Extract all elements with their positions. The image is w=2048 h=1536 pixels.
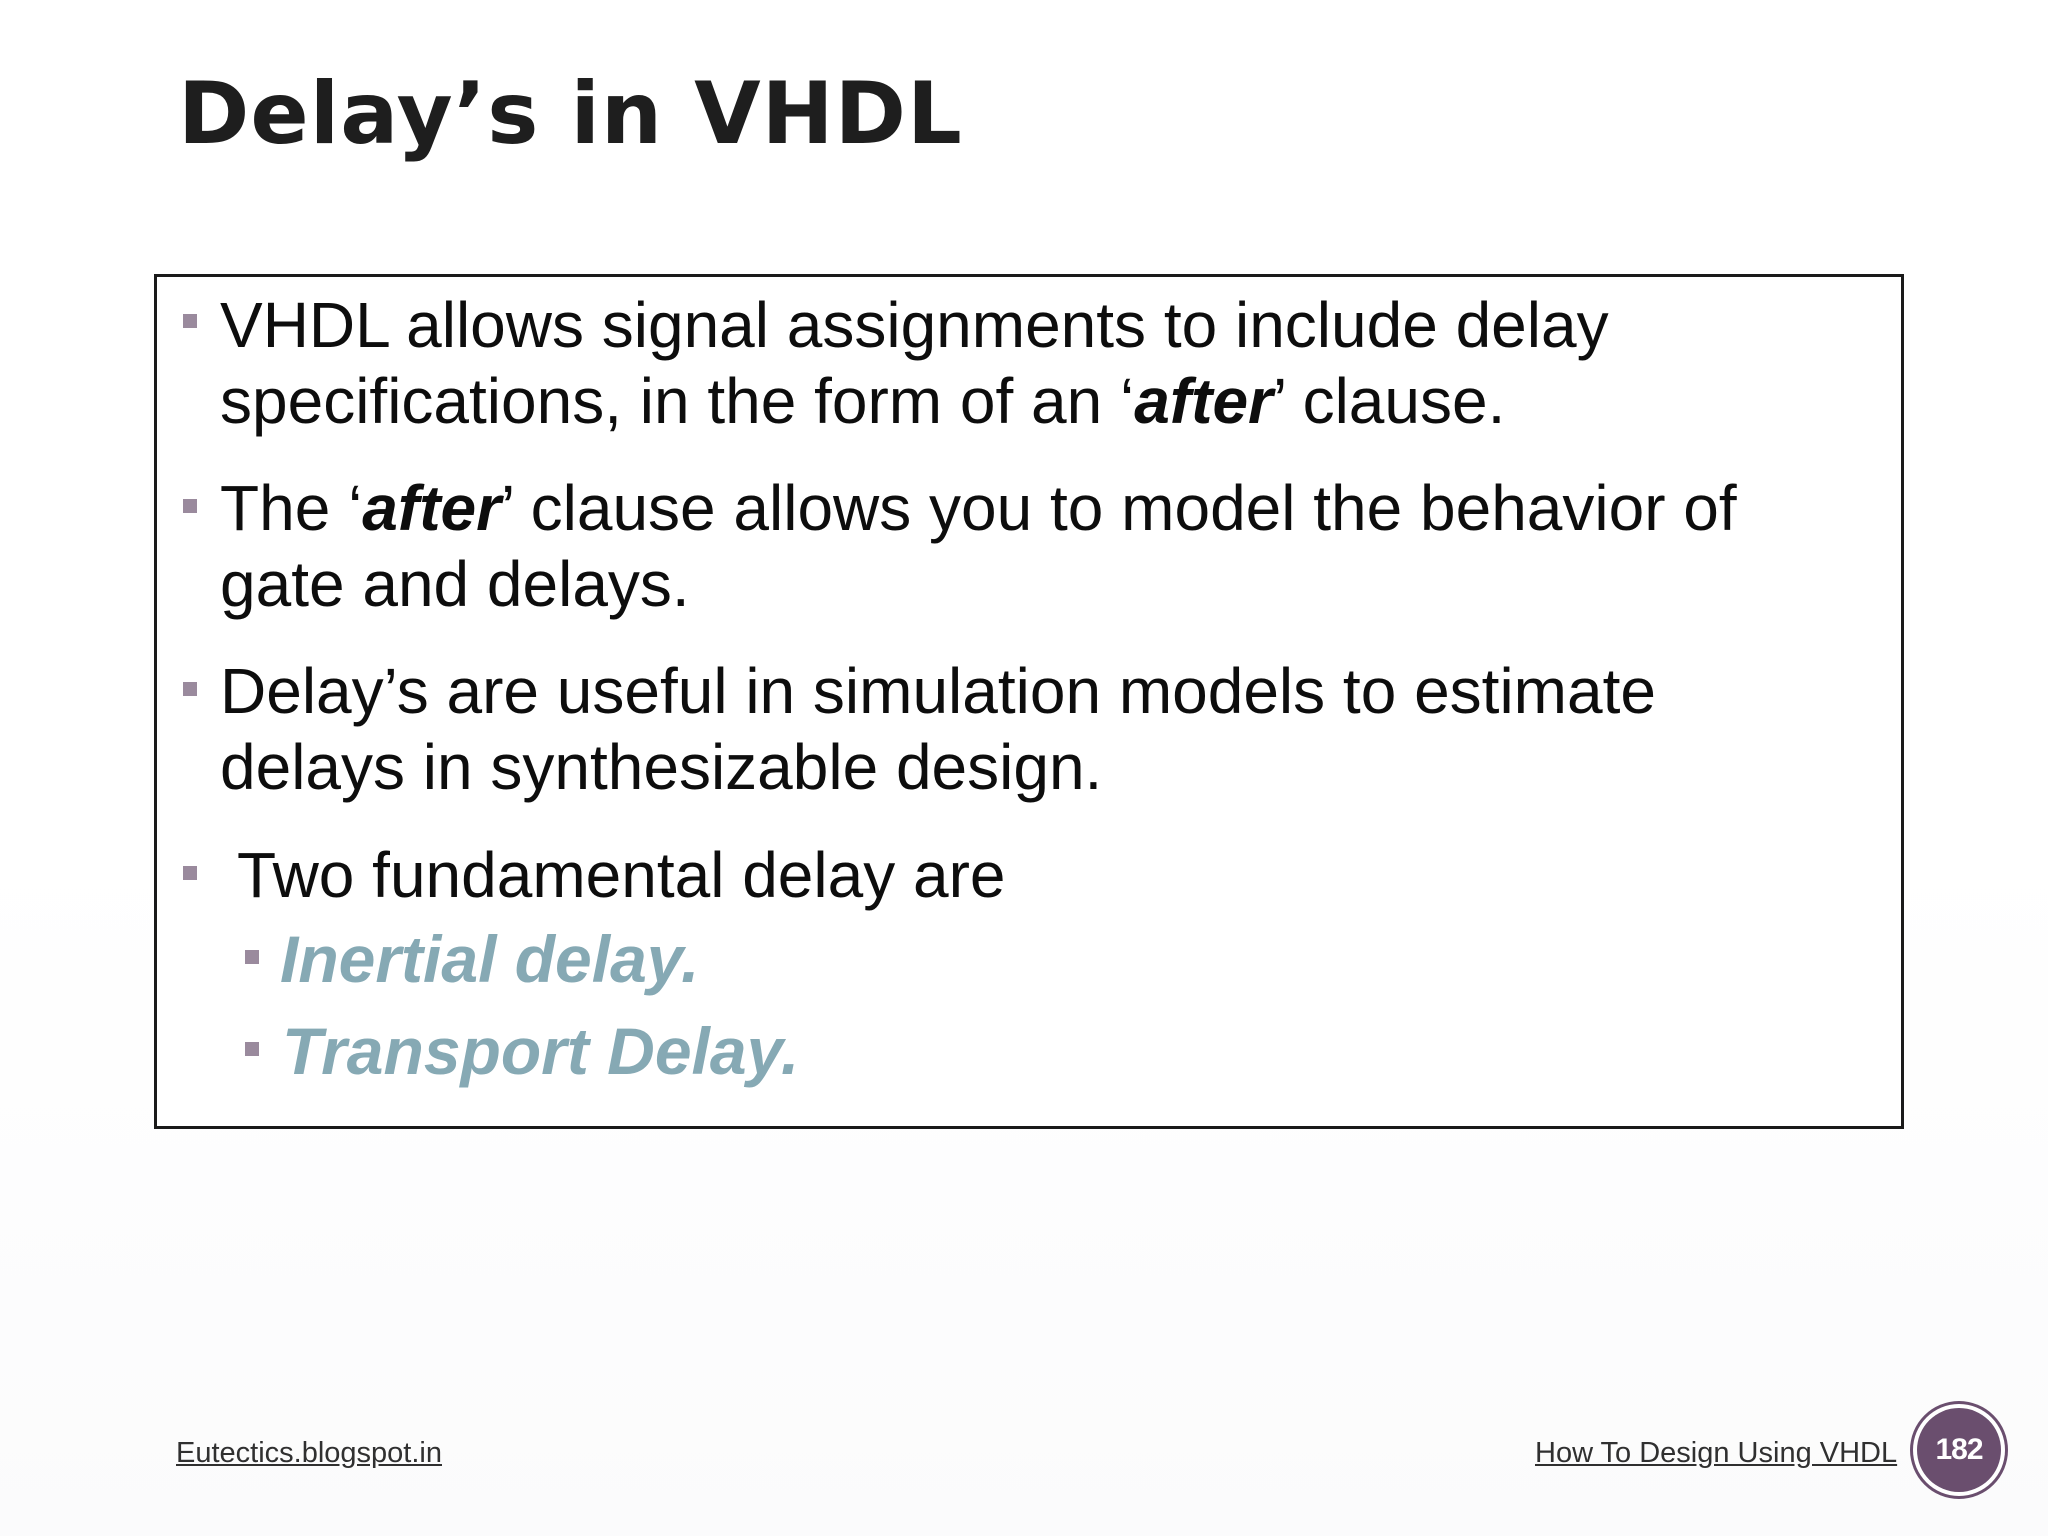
- bullet-text-4-line-1: Two fundamental delay are: [237, 839, 1006, 911]
- slide-title: Delay’s in VHDL: [178, 64, 963, 164]
- bullet-text-2-line-2: gate and delays.: [220, 548, 690, 620]
- footer-link-how-to-design[interactable]: How To Design Using VHDL: [1535, 1437, 1898, 1469]
- after-keyword: after: [362, 472, 501, 544]
- sub-bullet-marker: [245, 1042, 259, 1056]
- bullet-marker: [183, 866, 197, 880]
- bullet-text-3-line-1: Delay’s are useful in simulation models to estimate: [220, 655, 1656, 727]
- bullet-text-2-line-1: The ‘after’ clause allows you to model the behavior of: [220, 472, 1737, 544]
- bullet-text-1-line-2: specifications, in the form of an ‘after’ clause.: [220, 365, 1506, 437]
- content-box: [154, 274, 1904, 1129]
- footer-link-eutectics[interactable]: Eutectics.blogspot.in: [176, 1437, 442, 1469]
- after-keyword: after: [1134, 365, 1273, 437]
- page-number-badge: [1917, 1408, 2001, 1492]
- sub-bullet-text-transport: Transport Delay.: [282, 1014, 800, 1088]
- page-number: 182: [1935, 1433, 1983, 1466]
- bullet-text-3-line-2: delays in synthesizable design.: [220, 731, 1103, 803]
- bullet-text-1-line-1: VHDL allows signal assignments to include delay: [220, 289, 1609, 361]
- sub-bullet-text-inertial: Inertial delay.: [280, 922, 700, 996]
- bullet-marker: [183, 314, 197, 328]
- bullet-marker: [183, 499, 197, 513]
- sub-bullet-marker: [245, 950, 259, 964]
- bullet-marker: [183, 682, 197, 696]
